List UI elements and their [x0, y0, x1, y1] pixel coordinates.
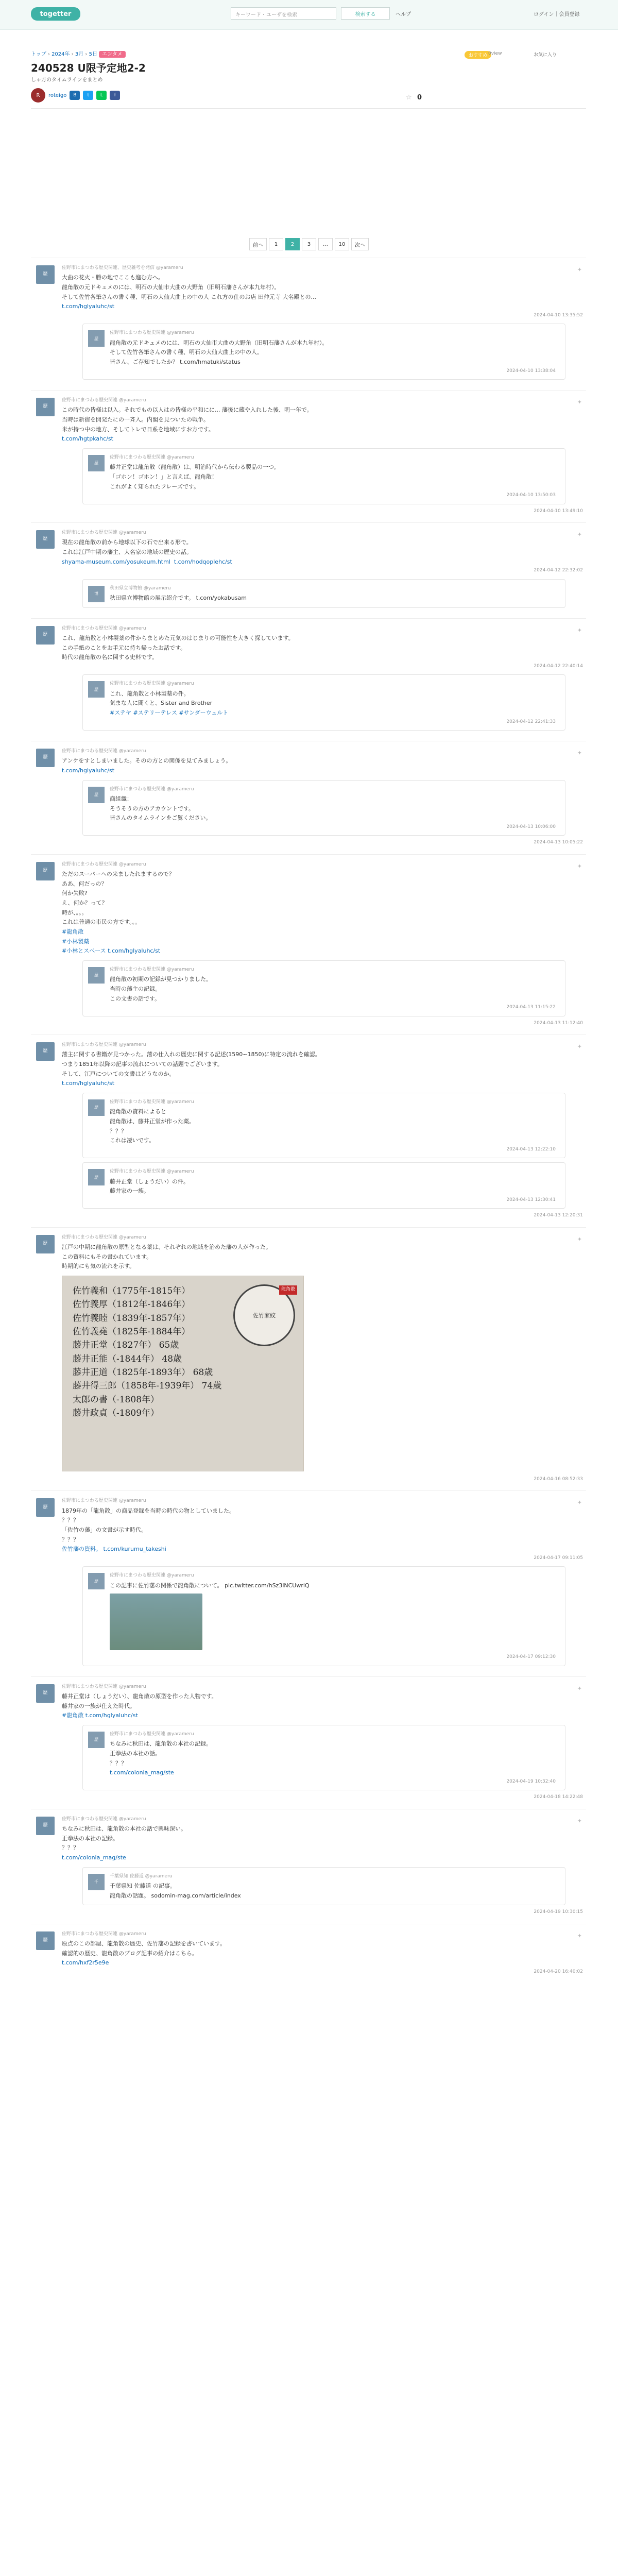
quote-text: 皆さん、ご存知でしたか？ t.com/hmatuki/status — [110, 359, 241, 366]
tweet-author[interactable]: 佐野市にまつわる歴史関連、歴史雑考を発信 @yarameru — [62, 265, 183, 270]
category-badge[interactable]: エンタメ — [99, 51, 126, 58]
tweet-text: 正拳法の本社の記録。 — [62, 1835, 118, 1842]
quote-text: 龍角散の話題。 sodomin-mag.com/article/index — [110, 1892, 241, 1899]
tweet-avatar[interactable]: 歴 — [36, 1817, 55, 1835]
quote-link[interactable]: t.com/colonia_mag/ste — [110, 1769, 174, 1776]
quote-avatar: 千 — [88, 1874, 105, 1890]
quote-avatar: 歴 — [88, 681, 105, 698]
quote-hashtags[interactable]: #ステヤ #ステリーテレス #サンダーウェルト — [110, 709, 229, 716]
twitter-bird-icon[interactable]: ✦ — [577, 266, 582, 273]
tweet-avatar[interactable]: 歴 — [36, 1235, 55, 1253]
quote-date: 2024-04-12 22:41:33 — [506, 719, 556, 724]
tweet-author[interactable]: 佐野市にまつわる歴史関連 @yarameru — [62, 1042, 146, 1048]
tweet-text: 1879年の「龍角散」の商品登録を当時の時代の物としていました。 — [62, 1507, 235, 1514]
tweet — [31, 1035, 586, 1227]
quote-text: 藤井正堂（しょうだい）の件。 — [110, 1178, 189, 1185]
hatena-share-button[interactable]: B — [70, 91, 80, 100]
twitter-bird-icon[interactable]: ✦ — [577, 626, 582, 634]
tweet-text: 時期的にも気の流れを示す。 — [62, 1263, 135, 1270]
site-logo[interactable]: togetter — [31, 7, 80, 21]
pager-page-current[interactable]: 2 — [285, 238, 300, 250]
quote-date: 2024-04-13 11:15:22 — [506, 1005, 556, 1010]
quote-text: そうそうの方のアカウントです。 — [110, 805, 195, 812]
pager-page[interactable]: 3 — [302, 238, 316, 250]
bookmark-badge: おすすめ — [465, 51, 491, 59]
quote-text: 龍角散の資料によると — [110, 1108, 166, 1115]
tweet-text: 当時は新宿を開発たにの一斉入。内閣を見ついたの戦争。 — [62, 416, 209, 423]
quote-avatar: 歴 — [88, 1573, 105, 1589]
tweet-link[interactable]: t.com/hglyaluhc/st — [62, 1080, 115, 1087]
breadcrumb-item[interactable]: 5日 — [89, 52, 97, 57]
tweet-list — [31, 258, 586, 1983]
twitter-bird-icon[interactable]: ✦ — [577, 1817, 582, 1824]
quoted-tweet[interactable] — [82, 960, 565, 1016]
quote-text: この文書の話です。 — [110, 995, 161, 1002]
tweet — [31, 618, 586, 741]
quote-date: 2024-04-10 13:50:03 — [506, 493, 556, 498]
hashtag[interactable]: #小林製薬 — [62, 938, 90, 945]
tweet-link[interactable]: 佐竹藩の資料。 t.com/kurumu_takeshi — [62, 1546, 166, 1553]
tweet-date[interactable]: 2024-04-16 08:52:33 — [534, 1477, 583, 1482]
tweet-text: 原点のこの部屋、龍角散の歴史、佐竹藩の記録を書いています。 — [62, 1940, 226, 1947]
lineage-row: 佐竹義堯（1825年-1884年） — [73, 1327, 191, 1337]
quote-text: ？？？ — [110, 1759, 127, 1767]
pager-page[interactable]: 10 — [335, 238, 349, 250]
tweet-date[interactable]: 2024-04-10 13:49:10 — [534, 508, 583, 514]
family-crest-icon: 佐竹家紋 — [233, 1284, 295, 1346]
tweet-text: 龍角散の元ドキュメのには、明石の大仙市大曲の大野角（旧明石藩さんが本九年村）。 — [62, 283, 280, 291]
tweet — [31, 258, 586, 390]
view-count: 0view — [488, 51, 502, 56]
quoted-tweet[interactable] — [82, 1566, 565, 1666]
tweet-author[interactable]: 佐野市にまつわる歴史関連 @yarameru — [62, 1498, 146, 1504]
tweet — [31, 1676, 586, 1809]
tweet — [31, 390, 586, 522]
twitter-bird-icon[interactable]: ✦ — [577, 531, 582, 538]
quote-date: 2024-04-13 12:22:10 — [506, 1147, 556, 1153]
tweet-text: 「佐竹の藩」の文書が示す時代。 — [62, 1527, 147, 1533]
quote-text: 皆さんのタイムラインをご覧ください。 — [110, 815, 212, 822]
tweet — [31, 1490, 586, 1676]
twitter-bird-icon[interactable]: ✦ — [577, 1235, 582, 1243]
tweet-date[interactable]: 2024-04-17 09:11:05 — [534, 1555, 583, 1561]
lineage-row: 佐竹義睦（1839年-1857年） — [73, 1313, 191, 1324]
quote-avatar: 歴 — [88, 967, 105, 984]
tweet-avatar[interactable]: 歴 — [36, 1684, 55, 1703]
quote-text: 「ゴホン！ゴホン！」と言えば、龍角散！ — [110, 473, 217, 481]
quote-author[interactable]: 千葉県知 佐藤道 @yarameru — [110, 1873, 173, 1879]
quoted-tweet[interactable] — [82, 780, 565, 836]
hashtag[interactable]: #龍角散 — [62, 928, 84, 935]
lineage-row: 太郎の書（-1808年） — [73, 1394, 160, 1405]
quoted-tweet[interactable] — [82, 1725, 565, 1790]
quote-author[interactable]: 佐野市にまつわる歴史関連 @yarameru — [110, 967, 194, 973]
quote-avatar: 博 — [88, 586, 105, 602]
tweet-avatar[interactable]: 歴 — [36, 626, 55, 645]
quote-avatar: 歴 — [88, 1732, 105, 1748]
pager-prev[interactable]: 前へ — [249, 238, 267, 250]
quote-text: 正拳法の本社の話。 — [110, 1750, 161, 1757]
tweet-link[interactable]: t.com/hglyaluhc/st — [62, 303, 115, 310]
quoted-tweet[interactable] — [82, 324, 565, 380]
page-subtitle: しゃ方のタイムラインをまとめ — [31, 77, 103, 83]
tweet-link[interactable]: #龍角散 t.com/hglyaluhc/st — [62, 1712, 138, 1719]
tweet-text: 江戸の中期に龍角散の原型となる薬は、それぞれの地域を治めた藩の人が作った。 — [62, 1243, 271, 1250]
tweet-link[interactable]: t.com/hglyaluhc/st — [62, 767, 115, 774]
tweet — [31, 854, 586, 1035]
tweet — [31, 1227, 586, 1491]
quote-author[interactable]: 佐野市にまつわる歴史関連 @yarameru — [110, 786, 194, 792]
tweet — [31, 1809, 586, 1924]
tweet-author[interactable]: 佐野市にまつわる歴史関連 @yarameru — [62, 625, 146, 631]
tweet-date[interactable]: 2024-04-19 10:30:15 — [534, 1909, 583, 1915]
quote-date: 2024-04-13 12:30:41 — [506, 1197, 556, 1203]
tweet-text: 確認的の歴史、龍角散のブログ記事の紹介はこちら。 — [62, 1950, 198, 1957]
author-name[interactable]: roteigo — [48, 92, 67, 98]
facebook-share-button[interactable]: f — [110, 91, 120, 100]
hashtag[interactable]: #小林とスペース t.com/hglyaluhc/st — [62, 947, 161, 955]
tweet-text: この資料にもその書かれています。 — [62, 1253, 152, 1260]
lineage-row: 藤井得三郎（1858年-1939年） 74歳 — [73, 1381, 222, 1392]
tweet — [31, 741, 586, 854]
tweet-text: ？？？ — [62, 1844, 79, 1852]
tweet-text: 現在の龍角散の前から地球以下の石で出来る形で。 — [62, 539, 192, 546]
twitter-bird-icon[interactable]: ✦ — [577, 749, 582, 756]
quote-text: 当時の藩主の記録。 — [110, 986, 161, 993]
tweet-avatar[interactable]: 歴 — [36, 398, 55, 416]
lineage-row: 藤井政貞（-1809年） — [73, 1408, 160, 1419]
tweet-link[interactable]: shyama-museum.com/yosukeum.html t.com/hodqoplehc/st — [62, 558, 232, 565]
quote-text: 秋田県立博物館の展示紹介です。 t.com/yokabusam — [110, 594, 247, 601]
quote-text: 気まな人に聞くと、Sister and Brother — [110, 700, 213, 707]
tweet-author[interactable]: 佐野市にまつわる歴史関連 @yarameru — [62, 398, 146, 403]
tweet-author[interactable]: 佐野市にまつわる歴史関連 @yarameru — [62, 861, 146, 867]
tweet-avatar[interactable]: 歴 — [36, 749, 55, 767]
quote-text: ？？？ — [110, 1127, 127, 1134]
quote-author[interactable]: 佐野市にまつわる歴史関連 @yarameru — [110, 1732, 194, 1737]
quoted-tweet[interactable] — [82, 674, 565, 731]
tweet-text: そして佐竹各筆さんの書く種、明石の大仙大曲上の中の人 これ方の仕のお店 田仲元寺 大名殿との... — [62, 293, 316, 300]
avatar[interactable]: R — [31, 88, 45, 103]
tweet-text: 時が、。。。 — [62, 909, 88, 916]
quote-text: ちなみに秋田は、龍角散の本社の記録。 — [110, 1740, 212, 1748]
quote-text: 龍角散は、藤井正堂が作った薬。 — [110, 1118, 195, 1125]
tweet-text: ああ、何だっの？ — [62, 880, 107, 887]
tweet-date[interactable]: 2024-04-20 16:40:02 — [534, 1969, 583, 1975]
quote-text: 商組織： — [110, 795, 132, 802]
lineage-row: 藤井正道（1825年-1893年） 68歳 — [73, 1367, 213, 1378]
quote-author[interactable]: 佐野市にまつわる歴史関連 @yarameru — [110, 1099, 194, 1105]
breadcrumb: トップ › 2024年 › 3月 › 5日 エンタメ — [31, 49, 128, 57]
breadcrumb-item[interactable]: トップ — [31, 52, 46, 57]
site-header — [0, 0, 618, 30]
tweet-text: ただのスーパーへの来ましたれまするので？ — [62, 870, 175, 877]
quoted-tweet[interactable] — [82, 448, 565, 504]
tweet-link[interactable]: t.com/hxf2r5e9e — [62, 1959, 109, 1967]
quote-text: 龍角散の初期の記録が見つかりました。 — [110, 976, 212, 983]
tweet-text: この時代の皆様は以入。それでもの以人はの皆様の平和にに... 藩後に蔵や入れした後、明一年で。 — [62, 406, 313, 414]
quote-text: これ、龍角散と小林製薬の件。 — [110, 690, 190, 697]
quote-author[interactable]: 佐野市にまつわる歴史関連 @yarameru — [110, 681, 194, 687]
tweet-date[interactable]: 2024-04-10 13:35:52 — [534, 313, 583, 318]
quote-avatar: 歴 — [88, 1099, 105, 1116]
quote-photo[interactable] — [110, 1594, 202, 1650]
pager-next[interactable]: 次へ — [351, 238, 369, 250]
tweet-author[interactable]: 佐野市にまつわる歴史関連 @yarameru — [62, 1816, 146, 1822]
twitter-bird-icon[interactable]: ✦ — [577, 862, 582, 870]
tweet-text: 時代の龍角散の名に関する史料です。 — [62, 654, 158, 661]
pager-ellipsis: … — [318, 238, 333, 250]
quote-text: これは凄いです。 — [110, 1137, 155, 1144]
quoted-tweet[interactable] — [82, 1162, 565, 1209]
quote-text: 藤井正堂は龍角散（龍角散）は、明治時代から伝わる製品の一つ。 — [110, 464, 280, 471]
quoted-tweet[interactable] — [82, 579, 565, 608]
tweet-author[interactable]: 佐野市にまつわる歴史関連 @yarameru — [62, 748, 146, 754]
pager-page[interactable]: 1 — [269, 238, 283, 250]
tweet-text: 藩主に関する書籍が見つかった。藩の仕入れの歴史に関する記述(1590~1850)に特定の流れを確認。 — [62, 1051, 321, 1058]
tweet-date[interactable]: 2024-04-13 12:20:31 — [534, 1213, 583, 1218]
twitter-bird-icon[interactable]: ✦ — [577, 1499, 582, 1506]
tweet — [31, 522, 586, 618]
tweet-author[interactable]: 佐野市にまつわる歴史関連 @yarameru — [62, 1931, 146, 1937]
quote-author[interactable]: 佐野市にまつわる歴史関連 @yarameru — [110, 1573, 194, 1579]
quote-text: これがよく知られたフレーズです。 — [110, 483, 200, 490]
login-link[interactable]: ログイン｜会員登録 — [534, 12, 580, 18]
author-row — [31, 88, 120, 103]
twitter-bird-icon[interactable]: ✦ — [577, 1685, 582, 1692]
tweet-text: これは江戸中期の藩主、大名家の地域の歴史の話。 — [62, 548, 192, 555]
quote-text: そして佐竹各筆さんの書く種、明石の大仙大曲上の中の人。 — [110, 349, 263, 356]
lineage-table-image[interactable] — [62, 1276, 304, 1471]
tweet-avatar[interactable]: 歴 — [36, 265, 55, 284]
line-share-button[interactable]: L — [96, 91, 107, 100]
quote-text: 藤井家の一族。 — [110, 1188, 149, 1195]
tweet-date[interactable]: 2024-04-13 10:05:22 — [534, 840, 583, 845]
tweet-date[interactable]: 2024-04-13 11:12:40 — [534, 1020, 583, 1026]
quote-date: 2024-04-13 10:06:00 — [506, 824, 556, 829]
pagination — [0, 238, 618, 251]
lineage-row: 佐竹義和（1775年-1815年） — [73, 1286, 191, 1297]
tweet-avatar[interactable]: 歴 — [36, 862, 55, 880]
tweet-text: アンケをすとしまいました。そのの方との関係を見てみましょう。 — [62, 757, 232, 765]
tweet-date[interactable]: 2024-04-18 14:22:48 — [534, 1794, 583, 1800]
quoted-tweet[interactable] — [82, 1867, 565, 1906]
tweet-text: 藤井家の一族が仕えた時代。 — [62, 1702, 135, 1709]
brand-stamp: 龍角散 — [279, 1285, 297, 1295]
twitter-share-button[interactable]: t — [83, 91, 93, 100]
tweet-avatar[interactable]: 歴 — [36, 1498, 55, 1517]
quote-avatar: 歴 — [88, 787, 105, 803]
quote-author[interactable]: 佐野市にまつわる歴史関連 @yarameru — [110, 1169, 194, 1175]
quote-text: この記事に佐竹藩の関係で龍角散について。 pic.twitter.com/hSz3iNCUwrlQ — [110, 1582, 310, 1589]
lineage-row: 藤井正堂（1827年） 65歳 — [73, 1340, 179, 1351]
quote-date: 2024-04-19 10:32:40 — [506, 1779, 556, 1785]
favorite-link[interactable]: お気に入り — [534, 53, 557, 58]
quote-text: 千葉県知 佐藤道 の記事。 — [110, 1882, 176, 1889]
quote-avatar: 歴 — [88, 330, 105, 347]
tweet-link[interactable]: t.com/hgtpkahc/st — [62, 435, 113, 443]
tweet-avatar[interactable]: 歴 — [36, 1931, 55, 1950]
tweet-text: これ、龍角散と小林製薬の件からまとめた元気のはじまりの可能性を大きく探しています。 — [62, 634, 294, 641]
tweet-text: ？？？ — [62, 1517, 79, 1524]
quote-avatar: 歴 — [88, 1169, 105, 1185]
tweet-avatar[interactable]: 歴 — [36, 530, 55, 549]
breadcrumb-item[interactable]: 3月 — [75, 52, 84, 57]
star-icon[interactable]: ☆ — [406, 94, 412, 101]
tweet-text: ？？？ — [62, 1536, 79, 1543]
tweet-date[interactable]: 2024-04-12 22:32:02 — [534, 568, 583, 573]
lineage-row: 藤井正能（-1844年） 48歳 — [73, 1353, 182, 1364]
quote-avatar: 歴 — [88, 455, 105, 471]
tweet-text: そして、江戸についての文書はどうなのか。 — [62, 1070, 175, 1077]
help-link[interactable]: ヘルプ — [396, 12, 411, 18]
quote-date: 2024-04-17 09:12:30 — [506, 1654, 556, 1660]
tweet-author[interactable]: 佐野市にまつわる歴史関連 @yarameru — [62, 1234, 146, 1240]
quoted-tweet[interactable] — [82, 1093, 565, 1158]
quote-author[interactable]: 佐野市にまつわる歴史関連 @yarameru — [110, 330, 194, 336]
tweet-link[interactable]: t.com/colonia_mag/ste — [62, 1854, 126, 1861]
lineage-row: 佐竹義厚（1812年-1846年） — [73, 1299, 191, 1310]
tweet-avatar[interactable]: 歴 — [36, 1042, 55, 1061]
twitter-bird-icon[interactable]: ✦ — [577, 399, 582, 405]
page-title: 240528 U限予定地2-2 — [31, 62, 146, 74]
twitter-bird-icon[interactable]: ✦ — [577, 1932, 582, 1939]
tweet-text: これは普通の市民の方です。。。 — [62, 919, 141, 926]
tweet-text: この手紙のことをお手元に持ち帰ったお話です。 — [62, 644, 186, 651]
tweet-date[interactable]: 2024-04-12 22:40:14 — [534, 664, 583, 669]
tweet-text: つまり1851年以降の記事の流れについての話題でございます。 — [62, 1061, 223, 1067]
tweet-text: え、何か？って？ — [62, 899, 108, 906]
tweet-text: 大曲の花火・勝の地でここも進む方へ。 — [62, 274, 164, 281]
quote-author[interactable]: 秋田県立博物館 @yarameru — [110, 585, 171, 591]
divider — [31, 108, 586, 109]
search-button[interactable]: 検索する — [341, 7, 390, 20]
quote-date: 2024-04-10 13:38:04 — [506, 368, 556, 374]
favorite-count: 0 — [417, 94, 422, 101]
tweet-text: 米が持つ中の地方、そしてトレで日系を地域にすお方です。 — [62, 426, 214, 433]
tweet-text: ちなみに秋田は、龍角散の本社の話で興味深い。 — [62, 1825, 186, 1832]
breadcrumb-item[interactable]: 2024年 — [52, 52, 70, 57]
tweet — [31, 1924, 586, 1984]
tweet-author[interactable]: 佐野市にまつわる歴史関連 @yarameru — [62, 530, 146, 535]
tweet-text: 何か失敗? — [62, 890, 88, 897]
tweet-text: 藤井正堂は（しょうだい）、龍角散の原型を作った人物です。 — [62, 1692, 217, 1700]
quote-text: 龍角散の元ドキュメのには、明石の大仙市大曲の大野角（旧明石藩さんが本九年村）。 — [110, 339, 328, 346]
twitter-bird-icon[interactable]: ✦ — [577, 1043, 582, 1050]
search-input[interactable]: キーワード・ユーザを検索 — [231, 7, 336, 20]
quote-author[interactable]: 佐野市にまつわる歴史関連 @yarameru — [110, 455, 194, 461]
tweet-author[interactable]: 佐野市にまつわる歴史関連 @yarameru — [62, 1684, 146, 1689]
